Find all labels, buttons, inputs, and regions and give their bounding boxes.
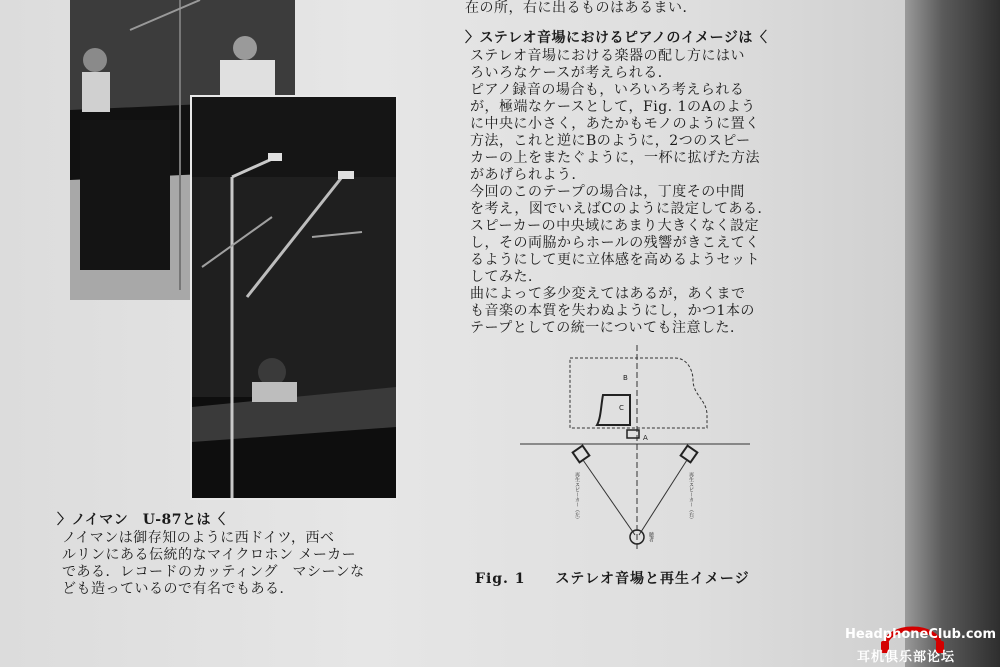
section-heading: 〉ステレオ音場におけるピアノのイメージは〈 [465,30,768,46]
figure-title: ステレオ音場と再生イメージ [555,571,750,587]
body-line: 曲によって多少変えてはあるが，あくまで [470,286,746,302]
label-a: A [643,434,648,442]
watermark-text-cn: 耳机俱乐部论坛 [857,650,956,665]
right-speaker-label: 再生スピーカー（右） [688,472,694,522]
watermark [845,615,995,665]
studio-photo-microphones [190,95,398,500]
body-line: も音楽の本質を失わぬようにし，かつ1本の [470,303,755,319]
piano-outline-c [597,395,630,425]
body-line: があげられよう． [470,167,586,183]
body-line: ろいろなケースが考えられる． [470,65,673,81]
caption-line: である．レコードのカッティング マシーンな [62,564,365,580]
body-line: が，極端なケースとして，Fig. 1のAのよう [470,99,756,115]
caption-line: ども造っているので有名でもある． [62,581,294,597]
body-line: るようにして更に立体感を高めるようセット [470,252,760,268]
figure-caption [475,568,750,588]
left-speaker-label: 再生スピーカー（左） [574,472,580,522]
body-line: し，その両脇からホールの残響がきこえてく [470,235,760,251]
body-line: スピーカーの中央域にあまり大きくなく設定 [470,218,760,234]
top-right-text: 在の所，右に出るものはあるまい． [465,0,697,16]
label-c: C [619,404,624,412]
body-line: に中央に小さく，あたかもモノのように置く [470,116,760,132]
body-line: ピアノ録音の場合も，いろいろ考えられる [470,82,745,98]
body-line: を考え，図でいえばCのように設定してある． [470,201,773,217]
caption-line: ルリンにある伝統的なマイクロホン メーカー [62,547,357,563]
watermark-text: HeadphoneClub.com [845,627,997,642]
label-b: B [623,374,628,382]
body-line: してみた． [470,269,543,285]
listener-label: 聴者 [648,532,654,542]
left-speaker [573,446,590,463]
body-line: カーの上をまたぐように，一杯に拡げた方法 [470,150,760,166]
body-line: ステレオ音場における楽器の配し方にはい [470,48,745,64]
caption-body [62,530,365,598]
stereo-diagram [515,340,765,555]
body-line: テープとしての統一についても注意した． [470,320,745,336]
body-line: 方法，これと逆にBのように，2つのスピー [470,133,751,149]
figure-number: Fig. 1 [475,571,526,587]
right-speaker [681,446,698,463]
book-spine-shadow [905,0,1000,667]
body-line: 今回のこのテープの場合は，丁度その中間 [470,184,745,200]
caption-line: ノイマンは御存知のように西ドイツ，西ベ [62,530,335,546]
piano-outline-b [570,358,707,428]
section-body [470,48,772,337]
caption-heading: 〉ノイマン U-87とは〈 [57,512,226,528]
